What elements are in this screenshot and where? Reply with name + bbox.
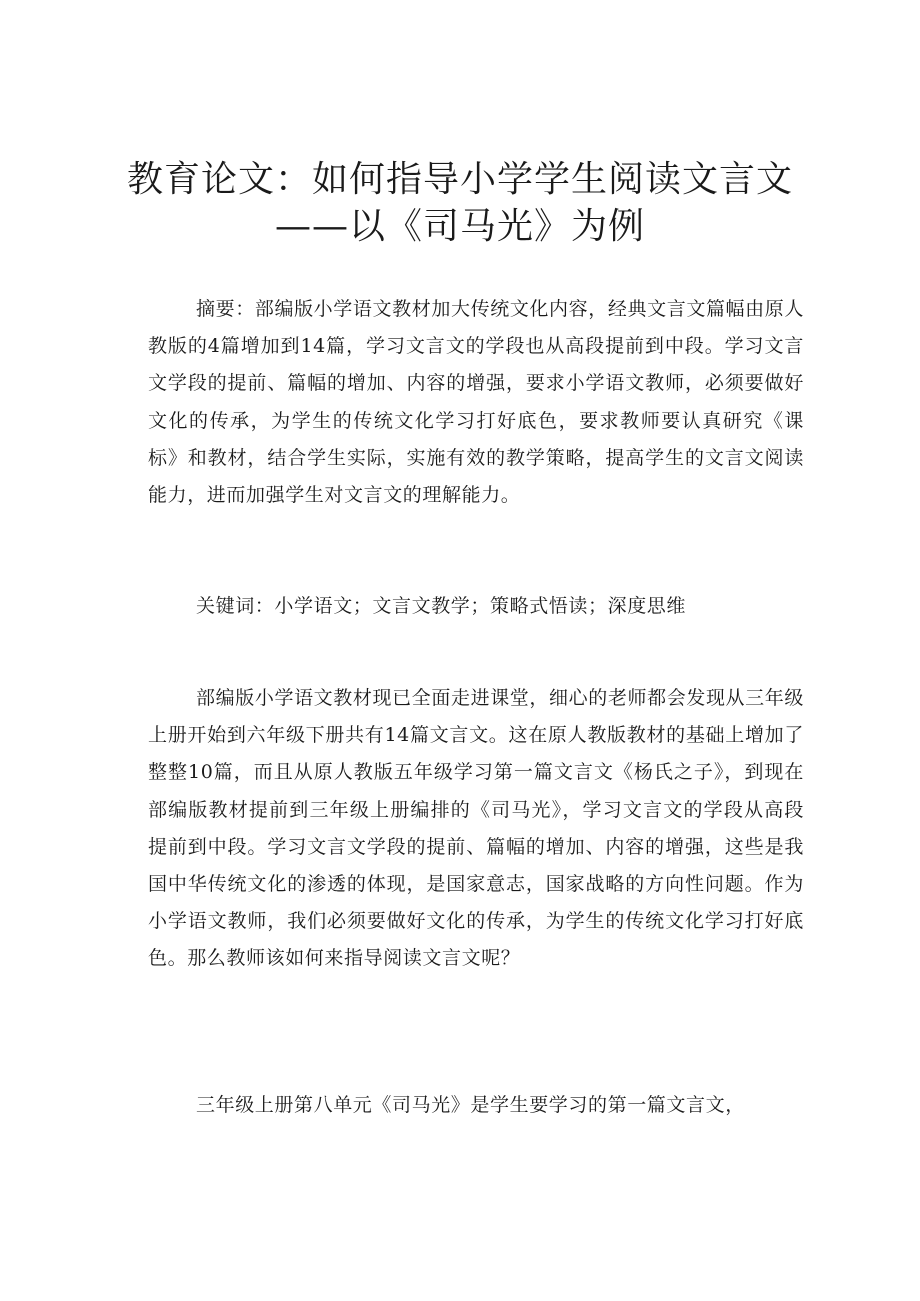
keywords-paragraph: 关键词：小学语文；文言文教学；策略式悟读；深度思维 bbox=[196, 595, 687, 617]
document-title-line-2: ——以《司马光》为例 bbox=[274, 206, 645, 247]
abstract-paragraph: 摘要：部编版小学语文教材加大传统文化内容，经典文言文篇幅由原人教版的4篇增加到14篇，学习文言文的学段也从高段提前到中段。学习文言文学段的提前、篇幅的增加、内容的增强，要求小学语文教师，必须要做好文化的传承，为学生的传统文化学习打好底色，要求教师要认真研究《课标》和教材，结合学生实际，实施有效的教学策略，提高学生的文言文阅读能力，进而加强学生对文言文的理解能力。 bbox=[148, 298, 804, 507]
body-paragraph-2: 三年级上册第八单元《司马光》是学生要学习的第一篇文言文， bbox=[196, 1094, 745, 1116]
document-title-line-1: 教育论文：如何指导小学学生阅读文言文 bbox=[126, 159, 793, 200]
body-paragraph-1: 部编版小学语文教材现已全面走进课堂，细心的老师都会发现从三年级上册开始到六年级下册共有14篇文言文。这在原人教版教材的基础上增加了整整10篇，而且从原人教版五年级学习第一篇文言文《杨氏之子》，到现在部编版教材提前到三年级上册编排的《司马光》，学习文言文的学段从高段提前到中段。学习文言文学段的提前、篇幅的增加、内容的增强，这些是我国中华传统文化的渗透的体现，是国家意志，国家战略的方向性问题。作为小学语文教师，我们必须要做好文化的传承，为学生的传统文化学习打好底色。那么教师该如何来指导阅读文言文呢？ bbox=[148, 687, 804, 970]
